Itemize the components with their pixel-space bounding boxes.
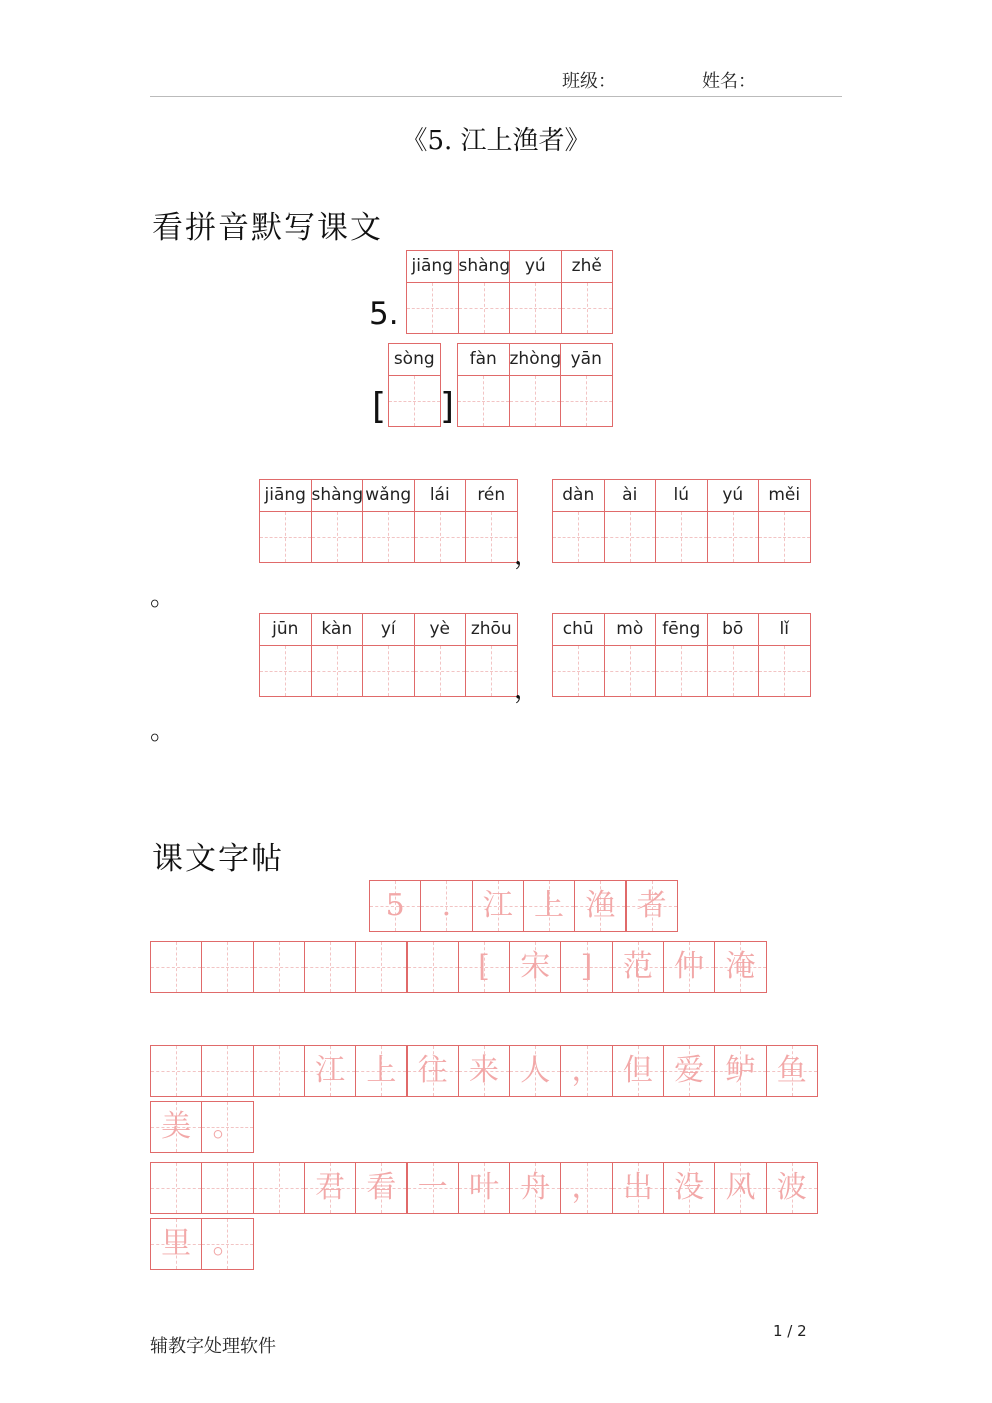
copybook-char: 江 <box>482 888 513 923</box>
copybook-char: 人 <box>520 1053 551 1088</box>
copybook-char: 没 <box>674 1170 705 1205</box>
copybook-char: 君 <box>315 1170 346 1205</box>
line2-comma: ， <box>514 675 541 705</box>
copybook-cell[interactable] <box>355 941 407 993</box>
pinyin-text: kàn <box>321 619 353 639</box>
writing-cell[interactable] <box>552 511 605 563</box>
copybook-char: ， <box>571 1170 602 1205</box>
writing-cell[interactable] <box>362 645 415 697</box>
poem-number: 5. <box>369 296 399 332</box>
copybook-cell[interactable] <box>150 1162 202 1214</box>
copybook-char: 仲 <box>674 949 705 984</box>
pinyin-cell <box>388 343 441 376</box>
writing-cell[interactable] <box>362 511 415 563</box>
pinyin-cell <box>362 613 415 646</box>
copybook-cell[interactable] <box>253 1045 305 1097</box>
copybook-cell[interactable] <box>626 880 678 932</box>
copybook-char <box>254 1046 304 1096</box>
writing-cell[interactable] <box>604 511 657 563</box>
writing-cell[interactable] <box>604 645 657 697</box>
copybook-cell[interactable] <box>560 1162 612 1214</box>
line1-comma: ， <box>514 541 541 571</box>
copybook-char <box>151 1046 201 1096</box>
pinyin-text: yí <box>380 619 396 639</box>
writing-cell[interactable] <box>561 282 614 334</box>
copybook-char: 鱼 <box>776 1053 807 1088</box>
pinyin-cell <box>604 479 657 512</box>
copybook-char: 5 <box>385 888 405 923</box>
copybook-cell[interactable] <box>766 1045 818 1097</box>
copybook-cell[interactable] <box>612 941 664 993</box>
software-footer: 辅教字处理软件 <box>150 1336 276 1357</box>
bracket-right: ] <box>440 386 455 427</box>
copybook-cell[interactable] <box>714 941 766 993</box>
copybook-char: 淹 <box>725 949 756 984</box>
copybook-cell[interactable] <box>201 1101 253 1153</box>
pinyin-cell <box>758 613 811 646</box>
pinyin-cell <box>707 479 760 512</box>
writing-cell[interactable] <box>311 511 364 563</box>
copybook-char: 鲈 <box>725 1053 756 1088</box>
copybook-cell[interactable] <box>714 1045 766 1097</box>
pinyin-text: jūn <box>272 619 299 639</box>
copybook-char: 一 <box>417 1170 448 1205</box>
pinyin-cell <box>560 343 613 376</box>
copybook-char: 里 <box>161 1226 192 1261</box>
pinyin-cell <box>604 613 657 646</box>
pinyin-text: jiāng <box>411 256 453 276</box>
section-title-dictation: 看拼音默写课文 <box>152 210 383 246</box>
pinyin-text: wǎng <box>365 485 412 505</box>
writing-cell[interactable] <box>259 511 312 563</box>
copybook-char: 渔 <box>585 888 616 923</box>
pinyin-text: bō <box>722 619 744 639</box>
writing-cell[interactable] <box>465 645 518 697</box>
pinyin-text: lái <box>429 485 450 505</box>
pinyin-text: yè <box>429 619 451 639</box>
copybook-char: 。 <box>212 1226 243 1261</box>
copybook-cell[interactable] <box>458 1162 510 1214</box>
header-divider <box>150 96 842 97</box>
pinyin-text: mò <box>616 619 644 639</box>
copybook-cell[interactable] <box>407 1045 459 1097</box>
copybook-char: 美 <box>161 1109 192 1144</box>
copybook-char: 看 <box>366 1170 397 1205</box>
copybook-char: 叶 <box>468 1170 499 1205</box>
pinyin-cell <box>561 250 614 283</box>
pinyin-cell <box>414 613 467 646</box>
pinyin-text: fēng <box>662 619 701 639</box>
copybook-cell[interactable] <box>253 941 305 993</box>
writing-cell[interactable] <box>758 645 811 697</box>
page-title: 《5. 江上渔者》 <box>401 126 591 156</box>
pinyin-cell <box>362 479 415 512</box>
writing-cell[interactable] <box>458 282 511 334</box>
copybook-cell[interactable] <box>304 941 356 993</box>
copybook-char <box>408 942 458 992</box>
copybook-char: . <box>441 888 452 923</box>
pinyin-text: rén <box>477 485 506 505</box>
copybook-cell[interactable] <box>523 880 575 932</box>
pinyin-cell <box>465 613 518 646</box>
copybook-cell[interactable] <box>150 1218 202 1270</box>
pinyin-text: shàng <box>458 256 511 276</box>
pinyin-cell <box>655 613 708 646</box>
copybook-cell[interactable] <box>714 1162 766 1214</box>
pinyin-cell <box>758 479 811 512</box>
page-number: 1 / 2 <box>773 1322 807 1340</box>
copybook-cell[interactable] <box>150 1101 202 1153</box>
pinyin-cell <box>707 613 760 646</box>
writing-cell[interactable] <box>414 511 467 563</box>
copybook-char <box>202 942 252 992</box>
name-label: 姓名： <box>702 71 756 92</box>
pinyin-cell <box>465 479 518 512</box>
copybook-char <box>202 1046 252 1096</box>
copybook-cell[interactable] <box>560 941 612 993</box>
pinyin-cell <box>509 343 562 376</box>
writing-cell[interactable] <box>465 511 518 563</box>
pinyin-text: chū <box>562 619 594 639</box>
pinyin-cell <box>458 250 511 283</box>
pinyin-cell <box>509 250 562 283</box>
copybook-cell[interactable] <box>458 1045 510 1097</box>
copybook-cell[interactable] <box>253 1162 305 1214</box>
pinyin-cell <box>406 250 459 283</box>
copybook-cell[interactable] <box>663 1162 715 1214</box>
pinyin-text: fàn <box>469 349 497 369</box>
pinyin-text: yān <box>570 349 602 369</box>
copybook-cell[interactable] <box>407 1162 459 1214</box>
copybook-cell[interactable] <box>509 1162 561 1214</box>
pinyin-text: yú <box>722 485 744 505</box>
copybook-char: 往 <box>417 1053 448 1088</box>
line2-period: 。 <box>150 716 177 746</box>
copybook-cell[interactable] <box>304 1045 356 1097</box>
pinyin-cell <box>311 613 364 646</box>
copybook-char: [ <box>478 949 490 984</box>
copybook-char: 者 <box>636 888 667 923</box>
pinyin-cell <box>259 479 312 512</box>
copybook-cell[interactable] <box>201 1045 253 1097</box>
copybook-cell[interactable] <box>420 880 472 932</box>
copybook-char: 出 <box>622 1170 653 1205</box>
copybook-char <box>356 942 406 992</box>
copybook-char: 爱 <box>674 1053 705 1088</box>
pinyin-text: zhōu <box>470 619 512 639</box>
copybook-char <box>254 1163 304 1213</box>
copybook-cell[interactable] <box>612 1162 664 1214</box>
copybook-cell[interactable] <box>407 941 459 993</box>
pinyin-text: lú <box>673 485 689 505</box>
copybook-cell[interactable] <box>560 1045 612 1097</box>
copybook-cell[interactable] <box>574 880 626 932</box>
pinyin-text: yú <box>524 256 546 276</box>
pinyin-text: sòng <box>393 349 435 369</box>
pinyin-cell <box>414 479 467 512</box>
writing-cell[interactable] <box>414 645 467 697</box>
copybook-cell[interactable] <box>355 1162 407 1214</box>
pinyin-text: jiāng <box>264 485 306 505</box>
copybook-char <box>202 1163 252 1213</box>
copybook-char <box>151 942 201 992</box>
pinyin-cell <box>259 613 312 646</box>
writing-cell[interactable] <box>509 375 562 427</box>
writing-cell[interactable] <box>388 375 441 427</box>
copybook-char <box>305 942 355 992</box>
copybook-cell[interactable] <box>766 1162 818 1214</box>
writing-cell[interactable] <box>707 511 760 563</box>
writing-cell[interactable] <box>655 645 708 697</box>
pinyin-text: dàn <box>562 485 595 505</box>
copybook-cell[interactable] <box>355 1045 407 1097</box>
writing-cell[interactable] <box>560 375 613 427</box>
copybook-char: ] <box>580 949 593 984</box>
copybook-char: 波 <box>776 1170 807 1205</box>
pinyin-text: zhòng <box>509 349 562 369</box>
writing-cell[interactable] <box>311 645 364 697</box>
writing-cell[interactable] <box>655 511 708 563</box>
copybook-cell[interactable] <box>663 1045 715 1097</box>
copybook-char: 。 <box>212 1109 243 1144</box>
copybook-char <box>254 942 304 992</box>
copybook-char: ， <box>571 1053 602 1088</box>
pinyin-text: zhě <box>571 256 602 276</box>
writing-cell[interactable] <box>509 282 562 334</box>
pinyin-text: ài <box>622 485 638 505</box>
copybook-char: 风 <box>725 1170 756 1205</box>
copybook-cell[interactable] <box>509 941 561 993</box>
copybook-cell[interactable] <box>150 1045 202 1097</box>
pinyin-cell <box>311 479 364 512</box>
copybook-cell[interactable] <box>458 941 510 993</box>
copybook-char: 宋 <box>520 949 551 984</box>
writing-cell[interactable] <box>457 375 510 427</box>
copybook-cell[interactable] <box>509 1045 561 1097</box>
copybook-cell[interactable] <box>304 1162 356 1214</box>
copybook-cell[interactable] <box>201 1162 253 1214</box>
writing-cell[interactable] <box>259 645 312 697</box>
class-label: 班级： <box>562 71 616 92</box>
writing-cell[interactable] <box>406 282 459 334</box>
writing-cell[interactable] <box>707 645 760 697</box>
bracket-left: [ <box>372 386 387 427</box>
pinyin-text: lǐ <box>779 619 789 639</box>
copybook-cell[interactable] <box>150 941 202 993</box>
copybook-char: 江 <box>315 1053 346 1088</box>
pinyin-text: shàng <box>311 485 364 505</box>
pinyin-cell <box>655 479 708 512</box>
copybook-char: 舟 <box>520 1170 551 1205</box>
copybook-cell[interactable] <box>369 880 421 932</box>
copybook-char: 但 <box>622 1053 653 1088</box>
copybook-char <box>151 1163 201 1213</box>
copybook-char: 上 <box>534 888 565 923</box>
line1-period: 。 <box>150 582 177 612</box>
copybook-cell[interactable] <box>201 1218 253 1270</box>
pinyin-text: měi <box>768 485 801 505</box>
writing-cell[interactable] <box>552 645 605 697</box>
copybook-char: 来 <box>468 1053 499 1088</box>
copybook-char: 上 <box>366 1053 397 1088</box>
pinyin-cell <box>552 479 605 512</box>
pinyin-cell <box>457 343 510 376</box>
copybook-cell[interactable] <box>663 941 715 993</box>
copybook-cell[interactable] <box>472 880 524 932</box>
copybook-cell[interactable] <box>201 941 253 993</box>
copybook-char: 范 <box>622 949 653 984</box>
section-title-copybook: 课文字帖 <box>152 841 284 877</box>
writing-cell[interactable] <box>758 511 811 563</box>
copybook-cell[interactable] <box>612 1045 664 1097</box>
pinyin-cell <box>552 613 605 646</box>
